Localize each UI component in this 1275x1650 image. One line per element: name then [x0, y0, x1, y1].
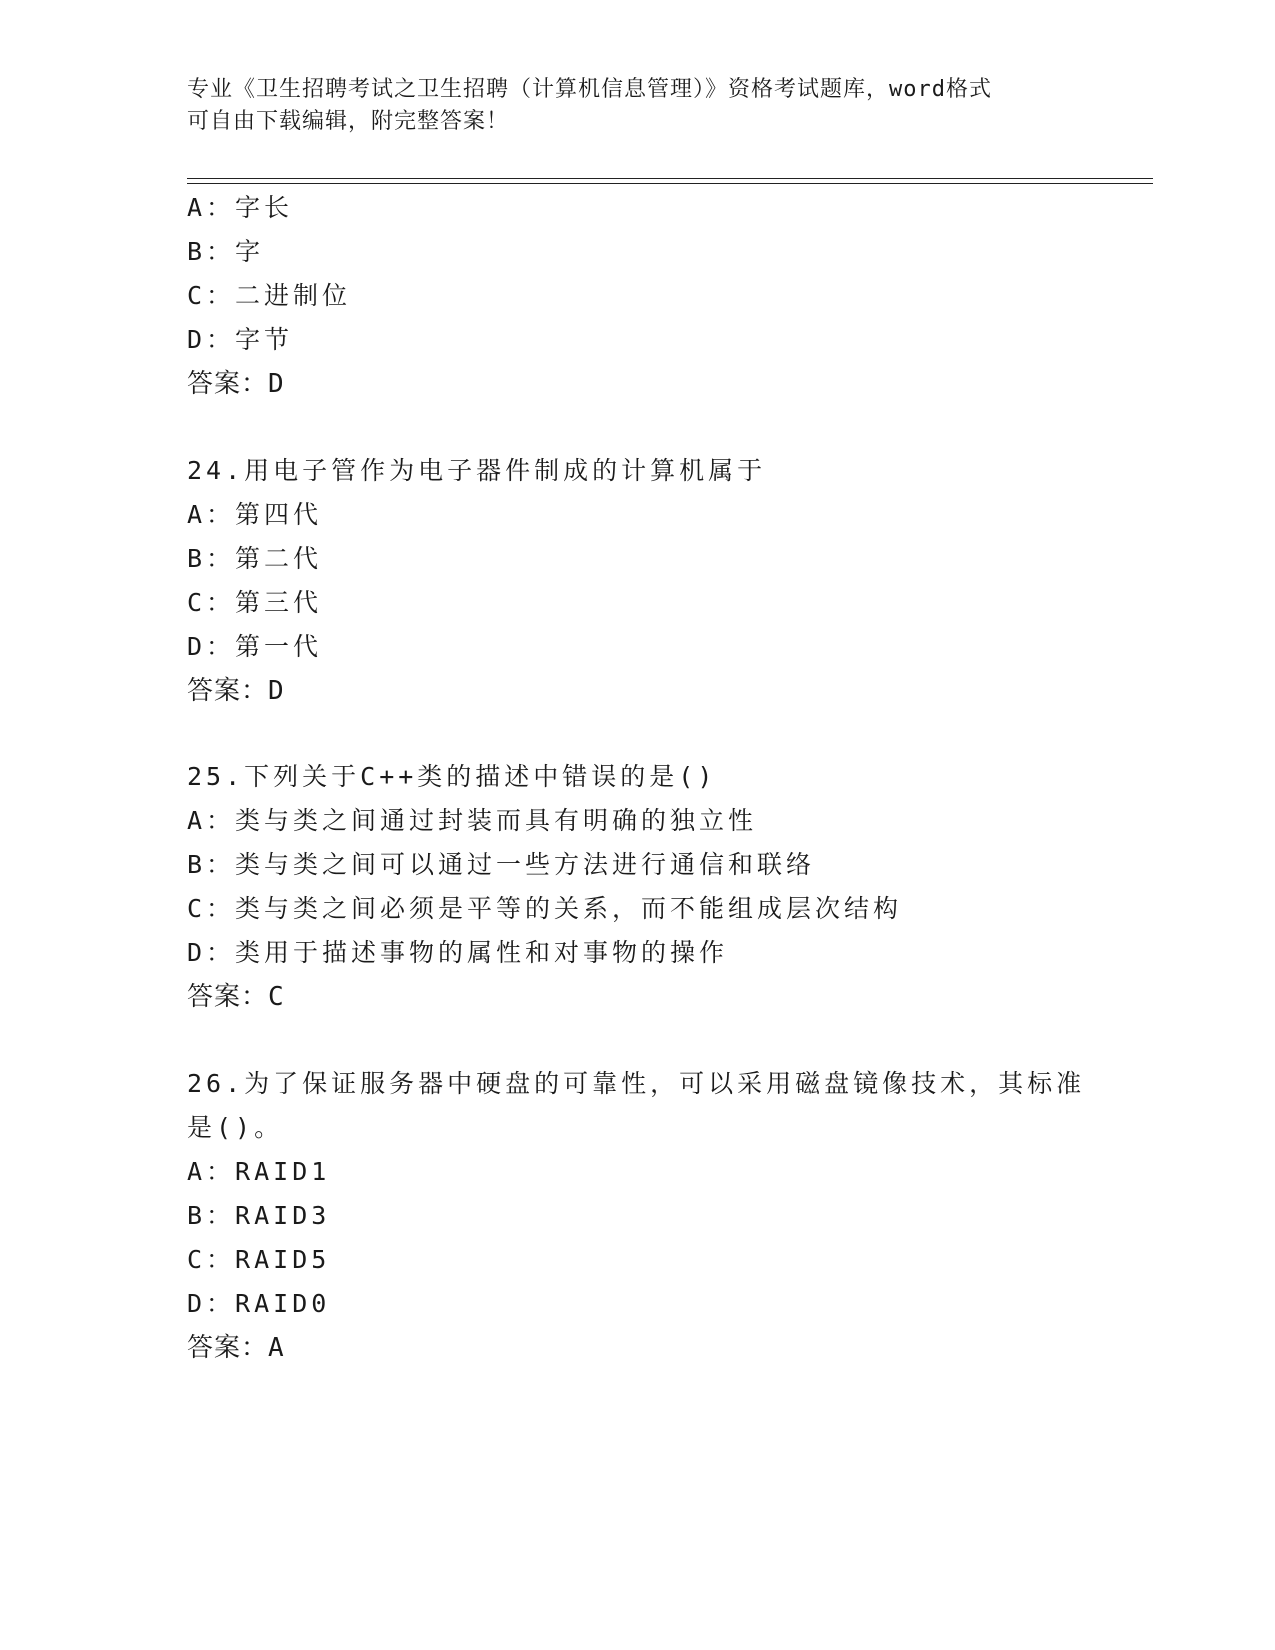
q24-option-d: D：第一代 [187, 632, 323, 661]
q24-option-a: A：第四代 [187, 500, 323, 529]
q23-option-d: D：字节 [187, 325, 294, 354]
q26-question-line-1: 26.为了保证服务器中硬盘的可靠性，可以采用磁盘镜像技术，其标准 [187, 1069, 1086, 1098]
q24-option-b: B：第二代 [187, 544, 323, 573]
q24-option-c: C：第三代 [187, 588, 323, 617]
q24-question: 24.用电子管作为电子器件制成的计算机属于 [187, 456, 767, 485]
q25-option-b: B：类与类之间可以通过一些方法进行通信和联络 [187, 850, 816, 879]
q24-answer: 答案：D [187, 676, 285, 706]
header-divider-bottom [187, 183, 1153, 184]
header-line-1: 专业《卫生招聘考试之卫生招聘（计算机信息管理）》资格考试题库，word格式 [187, 77, 992, 102]
q23-option-a: A：字长 [187, 193, 294, 222]
q25-answer: 答案：C [187, 982, 285, 1012]
q25-option-d: D：类用于描述事物的属性和对事物的操作 [187, 938, 729, 967]
q26-option-d: D：RAID0 [187, 1289, 331, 1318]
q23-option-c: C：二进制位 [187, 281, 352, 310]
header-line-2: 可自由下载编辑，附完整答案！ [187, 109, 510, 134]
q26-question-line-2: 是()。 [187, 1113, 284, 1142]
q26-option-b: B：RAID3 [187, 1201, 331, 1230]
q25-option-a: A：类与类之间通过封装而具有明确的独立性 [187, 806, 758, 835]
header-divider-top [187, 178, 1153, 179]
q26-option-c: C：RAID5 [187, 1245, 331, 1274]
q25-question: 25.下列关于C++类的描述中错误的是() [187, 762, 717, 791]
q25-option-c: C：类与类之间必须是平等的关系，而不能组成层次结构 [187, 894, 903, 923]
q23-option-b: B：字 [187, 237, 265, 266]
q23-answer: 答案：D [187, 369, 285, 399]
q26-option-a: A：RAID1 [187, 1157, 331, 1186]
document-header [187, 74, 1087, 138]
q26-answer: 答案：A [187, 1333, 285, 1363]
